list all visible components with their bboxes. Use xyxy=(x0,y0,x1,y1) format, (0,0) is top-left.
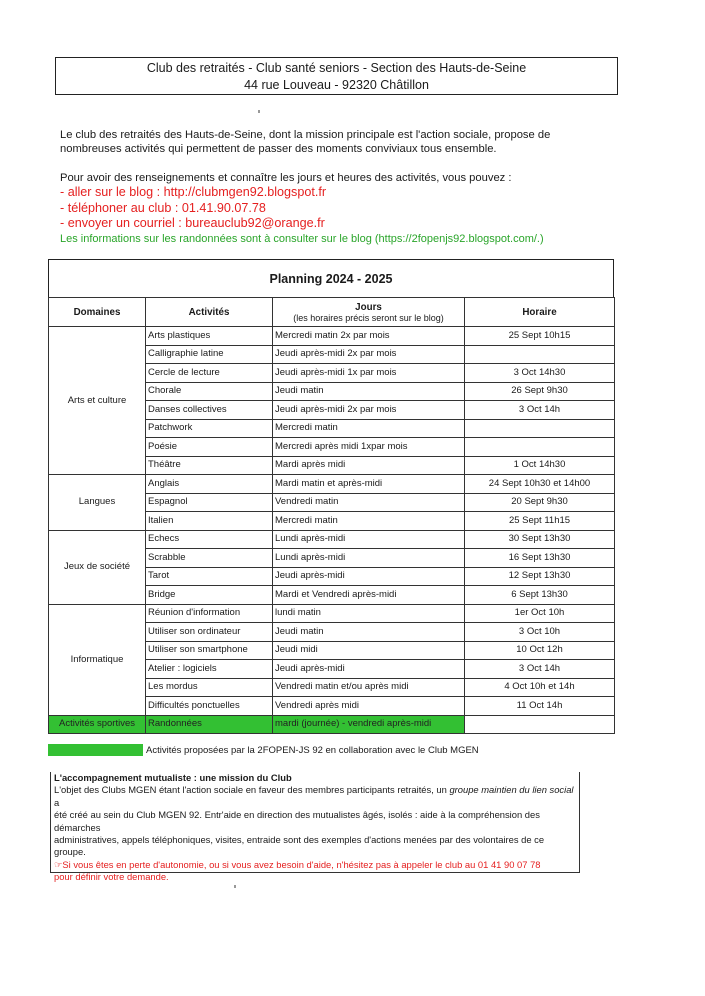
phone-number[interactable]: - téléphoner au club : 01.41.90.07.78 xyxy=(60,200,266,215)
intro-line-2: nombreuses activités qui permettent de passer des moments conviviaux tous ensemble. xyxy=(60,143,497,155)
legend-text: Activités proposées par la 2FOPEN-JS 92 en collaboration avec le Club MGEN xyxy=(146,744,479,756)
contact-info xyxy=(60,171,620,246)
intro-paragraph xyxy=(60,128,620,156)
table-row-sports xyxy=(49,715,615,733)
days-cell: Jeudi midi xyxy=(273,641,465,660)
days-cell: Jeudi après-midi 2x par mois xyxy=(273,345,465,364)
activity-cell: Utiliser son ordinateur xyxy=(146,623,273,642)
activity-cell: Théâtre xyxy=(146,456,273,475)
activity-cell: Arts plastiques xyxy=(146,327,273,346)
time-cell: 4 Oct 10h et 14h xyxy=(465,678,615,697)
planning-title: Planning 2024 - 2025 xyxy=(48,259,614,298)
header-time: Horaire xyxy=(465,298,615,327)
domain-cell: Arts et culture xyxy=(49,327,146,475)
legend xyxy=(48,744,479,756)
days-cell: Jeudi après-midi 2x par mois xyxy=(273,401,465,420)
activity-cell: Scrabble xyxy=(146,549,273,568)
header-days xyxy=(273,298,465,327)
days-cell: Mercredi matin xyxy=(273,512,465,531)
table-row xyxy=(49,530,615,549)
table-row xyxy=(49,604,615,623)
days-cell: Vendredi matin xyxy=(273,493,465,512)
table-row xyxy=(49,475,615,494)
mutual-line-2: été créé au sein du Club MGEN 92. Entr'aide en direction des mutualistes âgés, isolés : aide à la compréhension des démarches xyxy=(54,809,540,833)
info-lead: Pour avoir des renseignements et connaître les jours et heures des activités, vous pouvez : xyxy=(60,172,512,184)
header-domains: Domaines xyxy=(49,298,146,327)
activity-cell: Les mordus xyxy=(146,678,273,697)
activity-cell: Espagnol xyxy=(146,493,273,512)
activity-cell: Difficultés ponctuelles xyxy=(146,697,273,716)
domain-cell: Langues xyxy=(49,475,146,531)
activity-cell: Echecs xyxy=(146,530,273,549)
intro-line-1: Le club des retraités des Hauts-de-Seine, dont la mission principale est l'action sociale, propose de xyxy=(60,129,551,141)
days-cell: Mardi après midi xyxy=(273,456,465,475)
days-cell: Vendredi après midi xyxy=(273,697,465,716)
days-cell: Lundi après-midi xyxy=(273,549,465,568)
table-header-row xyxy=(49,298,615,327)
activity-cell: Cercle de lecture xyxy=(146,364,273,383)
time-cell: 3 Oct 10h xyxy=(465,623,615,642)
planning-table xyxy=(48,297,615,734)
scan-speck xyxy=(258,110,260,113)
scan-speck xyxy=(234,885,236,888)
days-cell: Mardi et Vendredi après-midi xyxy=(273,586,465,605)
mutual-title: L'accompagnement mutualiste : une mission du Club xyxy=(54,772,292,783)
time-cell: 20 Sept 9h30 xyxy=(465,493,615,512)
activity-cell: Tarot xyxy=(146,567,273,586)
time-cell: 11 Oct 14h xyxy=(465,697,615,716)
activity-cell: Anglais xyxy=(146,475,273,494)
time-cell: 3 Oct 14h xyxy=(465,401,615,420)
time-cell: 30 Sept 13h30 xyxy=(465,530,615,549)
time-cell: 12 Sept 13h30 xyxy=(465,567,615,586)
days-cell: Mercredi matin xyxy=(273,419,465,438)
club-address: 44 rue Louveau - 92320 Châtillon xyxy=(244,78,429,92)
header-activities: Activités xyxy=(146,298,273,327)
time-cell: 6 Sept 13h30 xyxy=(465,586,615,605)
time-cell xyxy=(465,419,615,438)
activity-cell: Danses collectives xyxy=(146,401,273,420)
mutual-support-box xyxy=(50,772,580,883)
time-cell xyxy=(465,438,615,457)
activity-cell: Utiliser son smartphone xyxy=(146,641,273,660)
time-cell: 24 Sept 10h30 et 14h00 xyxy=(465,475,615,494)
club-title: Club des retraités - Club santé seniors - Section des Hauts-de-Seine xyxy=(146,61,527,75)
activity-cell: Poésie xyxy=(146,438,273,457)
days-cell: Mardi matin et après-midi xyxy=(273,475,465,494)
time-cell: 10 Oct 12h xyxy=(465,641,615,660)
time-cell: 16 Sept 13h30 xyxy=(465,549,615,568)
mutual-line-1a: L'objet des Clubs MGEN étant l'action sociale en faveur des membres participants retraités, un xyxy=(54,784,450,796)
days-cell: Jeudi matin xyxy=(273,623,465,642)
time-cell xyxy=(465,715,615,733)
planning-body xyxy=(49,327,615,734)
legend-swatch xyxy=(48,744,143,756)
hikes-info[interactable]: Les informations sur les randonnées sont à consulter sur le blog (https://2fopenjs92.blogspot.com/.) xyxy=(60,232,544,245)
time-cell: 25 Sept 11h15 xyxy=(465,512,615,531)
activity-cell: Italien xyxy=(146,512,273,531)
time-cell: 3 Oct 14h30 xyxy=(465,364,615,383)
activity-cell: Bridge xyxy=(146,586,273,605)
time-cell: 3 Oct 14h xyxy=(465,660,615,679)
time-cell xyxy=(465,345,615,364)
table-row xyxy=(49,327,615,346)
days-cell: Mercredi après midi 1xpar mois xyxy=(273,438,465,457)
email-link[interactable]: - envoyer un courriel : bureauclub92@orange.fr xyxy=(60,216,325,230)
club-header xyxy=(55,57,618,95)
days-cell: Mercredi matin 2x par mois xyxy=(273,327,465,346)
days-cell: Jeudi matin xyxy=(273,382,465,401)
mutual-help-1: ☞Si vous êtes en perte d'autonomie, ou si vous avez besoin d'aide, n'hésitez pas à appeler le club au 01 41 90 07 78 xyxy=(54,858,541,870)
activity-cell: Réunion d'information xyxy=(146,604,273,623)
mutual-line-1-italic: groupe maintien du lien social xyxy=(449,784,574,796)
days-cell: Jeudi après-midi xyxy=(273,567,465,586)
days-cell: Jeudi après-midi 1x par mois xyxy=(273,364,465,383)
activity-cell: Chorale xyxy=(146,382,273,401)
mutual-line-3: administratives, appels téléphoniques, visites, entraide sont des exemples d'actions menées par des volontaires de ce groupe. xyxy=(54,834,545,858)
activity-cell: Calligraphie latine xyxy=(146,345,273,364)
activity-cell: Randonnées xyxy=(146,715,273,733)
blog-link[interactable]: - aller sur le blog : http://clubmgen92.blogspot.fr xyxy=(60,185,327,199)
time-cell: 25 Sept 10h15 xyxy=(465,327,615,346)
days-cell: mardi (journée) - vendredi après-midi xyxy=(273,715,465,733)
mutual-line-1c: a xyxy=(54,796,60,808)
domain-cell: Informatique xyxy=(49,604,146,715)
mutual-line-1 xyxy=(54,784,576,809)
time-cell: 1er Oct 10h xyxy=(465,604,615,623)
activity-cell: Atelier : logiciels xyxy=(146,660,273,679)
header-days-label: Jours xyxy=(355,301,382,313)
activity-cell: Patchwork xyxy=(146,419,273,438)
days-cell: Lundi après-midi xyxy=(273,530,465,549)
days-cell: lundi matin xyxy=(273,604,465,623)
time-cell: 1 Oct 14h30 xyxy=(465,456,615,475)
domain-cell: Jeux de société xyxy=(49,530,146,604)
time-cell: 26 Sept 9h30 xyxy=(465,382,615,401)
days-cell: Jeudi après-midi xyxy=(273,660,465,679)
mutual-help-2: pour définir votre demande. xyxy=(54,871,169,883)
header-days-note: (les horaires précis seront sur le blog) xyxy=(293,312,444,323)
domain-cell: Activités sportives xyxy=(49,715,146,733)
days-cell: Vendredi matin et/ou après midi xyxy=(273,678,465,697)
